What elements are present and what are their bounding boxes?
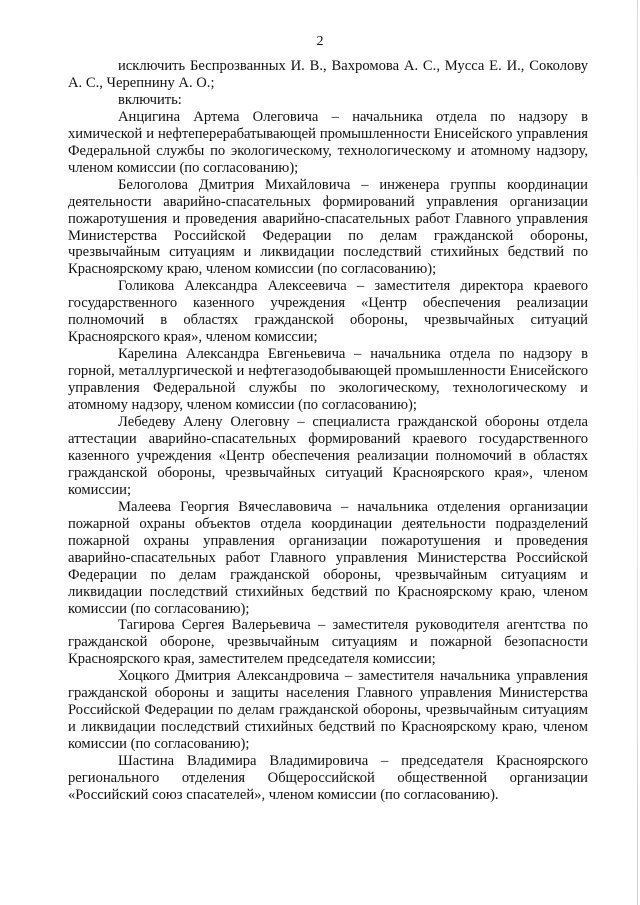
- paragraph-member: Карелина Александра Евгеньевича – начальника отдела по надзору в горной, металлургической и нефтегазодобывающей промышленности Енисейского управления Федеральной службы по экологическому, технологическому и атомному надзору, членом комиссии (по согласованию);: [68, 346, 588, 414]
- paragraph-member: Голикова Александра Алексеевича – заместителя директора краевого государственного казенного учреждения «Центр обеспечения реализации полномочий в областях гражданской обороны, чрезвычайных ситуаций Красноярского края», членом комиссии;: [68, 278, 588, 346]
- paragraph-member: Малеева Георгия Вячеславовича – начальника отделения организации пожарной охраны объектов отдела координации деятельности подразделений пожарной охраны управления организации пожаротушения и проведения аварийно-спасательных работ Главного управления Министерства Российской Федерации по делам гражданской обороны, чрезвычайным ситуациям и ликвидации последствий стихийных бедствий по Красноярскому краю, членом комиссии (по согласованию);: [68, 498, 588, 617]
- page-number: 2: [316, 34, 324, 49]
- paragraph-member: Белоголова Дмитрия Михайловича – инженера группы координации деятельности аварийно-спасательных формирований управления организации пожаротушения и проведения аварийно-спасательных работ Главного управления Министерства Российской Федерации по делам гражданской обороны, чрезвычайным ситуациям и ликвидации последствий стихийных бедствий по Красноярскому краю, членом комиссии (по согласованию);: [68, 176, 588, 278]
- document-body: [68, 58, 588, 804]
- paragraph-member: Тагирова Сергея Валерьевича – заместителя руководителя агентства по гражданской обороне, чрезвычайным ситуациям и пожарной безопасности Красноярского края, заместителем председателя комиссии;: [68, 617, 588, 668]
- paragraph-member: Хоцкого Дмитрия Александровича – заместителя начальника управления гражданской обороны и защиты населения Главного управления Министерства Российской Федерации по делам гражданской обороны, чрезвычайным ситуациям и ликвидации последствий стихийных бедствий по Красноярскому краю, членом комиссии (по согласованию);: [68, 668, 588, 753]
- paragraph-exclude: исключить Беспрозванных И. В., Вахромова А. С., Мусса Е. И., Соколову А. С., Черепнину А. О.;: [68, 58, 588, 91]
- scan-edge-line: [637, 0, 638, 905]
- paragraph-member: Анцигина Артема Олеговича – начальника отдела по надзору в химической и нефтеперерабатывающей промышленности Енисейского управления Федеральной службы по экологическому, технологическому и атомному надзору, членом комиссии (по согласованию);: [68, 108, 588, 176]
- paragraph-member: Лебедеву Алену Олеговну – специалиста гражданской обороны отдела аттестации аварийно-спасательных формирований краевого государственного казенного учреждения «Центр обеспечения реализации полномочий в областях гражданской обороны, чрезвычайных ситуаций Красноярского края», членом комиссии;: [68, 414, 588, 498]
- paragraph-member: Шастина Владимира Владимировича – председателя Красноярского регионального отделения Общероссийской общественной организации «Российский союз спасателей», членом комиссии (по согласованию).: [68, 753, 588, 803]
- paragraph-include-heading: включить:: [118, 91, 182, 108]
